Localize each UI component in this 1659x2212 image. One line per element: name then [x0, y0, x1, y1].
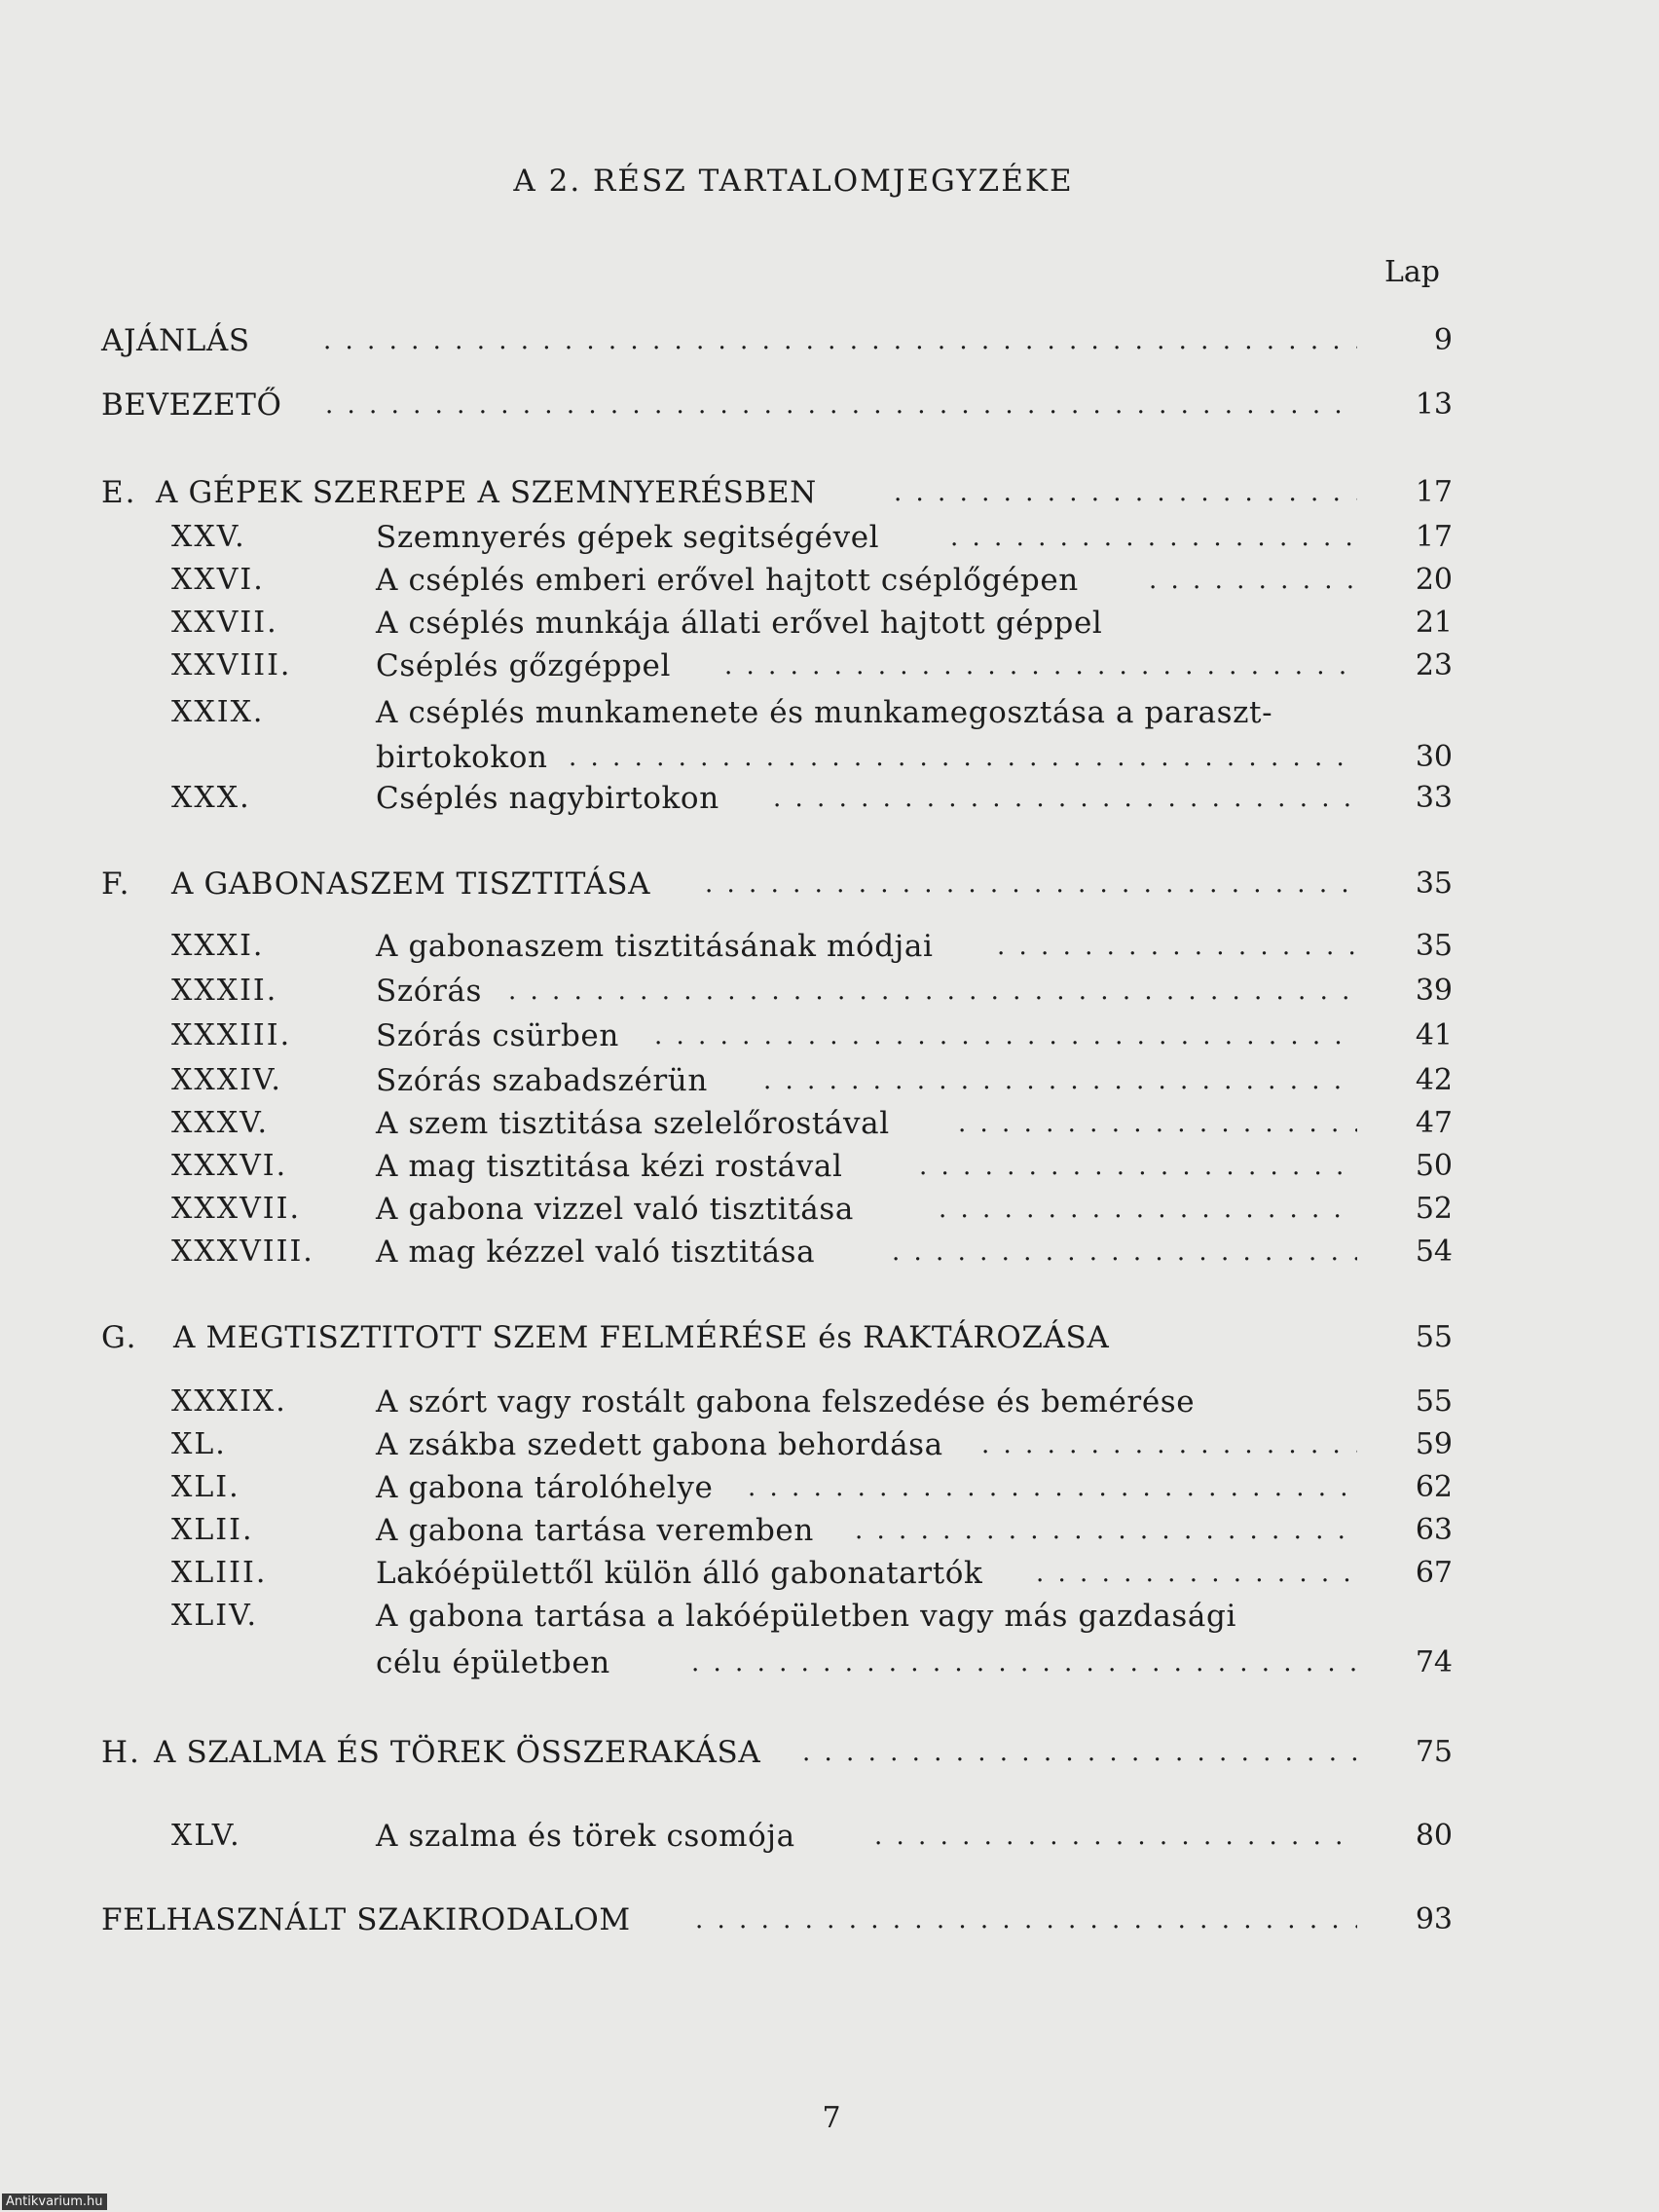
toc-entry-page: 21 [1415, 606, 1453, 640]
toc-entry-title: A cséplés munkamenete és munkamegosztása a paraszt- [376, 695, 1273, 730]
toc-entry-mark: XLIV. [171, 1599, 259, 1633]
page-title: A 2. RÉSZ TARTALOMJEGYZÉKE [513, 164, 1074, 199]
toc-entry-mark: XXXI. [171, 929, 265, 963]
toc-entry-page: 55 [1415, 1384, 1453, 1419]
toc-entry-title: Szórás [376, 974, 483, 1009]
toc-entry [0, 473, 1659, 512]
dot-leader [892, 1233, 1357, 1272]
dot-leader [1036, 1554, 1357, 1593]
toc-entry-title: Cséplés nagybirtokon [376, 781, 719, 816]
toc-entry-page: 33 [1415, 781, 1453, 815]
toc-entry-mark: XXVIII. [171, 648, 292, 682]
toc-entry-title: A gabona vizzel való tisztitása [376, 1192, 854, 1227]
toc-entry-page: 30 [1415, 740, 1453, 774]
toc-entry-page: 55 [1415, 1320, 1453, 1354]
toc-entry-mark: F. [101, 866, 131, 902]
toc-entry [0, 1597, 1659, 1636]
toc-entry-page: 74 [1415, 1645, 1453, 1679]
toc-entry-title: A gabona tartása veremben [376, 1513, 814, 1548]
watermark: Antikvarium.hu [2, 2194, 107, 2210]
toc-entry-title: Szemnyerés gépek segitségével [376, 520, 880, 555]
toc-entry-title: birtokokon [376, 740, 548, 775]
toc-entry [0, 1511, 1659, 1550]
toc-entry-page: 50 [1415, 1149, 1453, 1183]
toc-entry [0, 972, 1659, 1011]
dot-leader [894, 473, 1357, 512]
toc-entry-title: Szórás csürben [376, 1018, 619, 1053]
toc-entry-mark: XXX. [171, 781, 251, 815]
dot-leader [724, 646, 1357, 685]
toc-entry-mark: XLIII. [171, 1556, 268, 1590]
toc-entry-title: FELHASZNÁLT SZAKIRODALOM [101, 1902, 631, 1937]
toc-entry [0, 1554, 1659, 1593]
toc-entry [0, 321, 1659, 360]
page-number: 7 [822, 2101, 841, 2135]
dot-leader [325, 386, 1357, 424]
toc-entry-mark: G. [101, 1320, 138, 1355]
toc-entry [0, 561, 1659, 600]
toc-entry-mark: XXXVIII. [171, 1235, 314, 1269]
toc-entry-title: Szórás szabadszérün [376, 1063, 708, 1098]
toc-entry [0, 779, 1659, 818]
toc-entry-title: A zsákba szedett gabona behordása [376, 1427, 943, 1462]
toc-entry [0, 927, 1659, 966]
dot-leader [508, 972, 1357, 1011]
toc-entry [0, 386, 1659, 424]
dot-leader [874, 1817, 1357, 1856]
toc-entry-mark: XXVI. [171, 563, 265, 597]
toc-entry-page: 13 [1415, 387, 1453, 422]
toc-entry-page: 54 [1415, 1235, 1453, 1269]
toc-entry-title: A gabonaszem tisztitásának módjai [376, 929, 934, 964]
toc-entry-title: A GABONASZEM TISZTITÁSA [171, 866, 651, 902]
toc-entry-page: 52 [1415, 1192, 1453, 1226]
toc-entry-mark: XXXVII. [171, 1192, 301, 1226]
dot-leader [981, 1425, 1357, 1464]
toc-entry-page: 93 [1415, 1902, 1453, 1936]
toc-entry-page: 75 [1415, 1735, 1453, 1769]
toc-entry-page: 35 [1415, 929, 1453, 963]
toc-entry [0, 1190, 1659, 1229]
toc-entry [0, 604, 1659, 643]
toc-entry-mark: XXXIII. [171, 1018, 292, 1052]
toc-entry-title: Lakóépülettől külön álló gabonatartók [376, 1556, 983, 1591]
toc-entry [0, 1147, 1659, 1186]
toc-entry [0, 1817, 1659, 1856]
toc-entry [0, 1233, 1659, 1272]
dot-leader [323, 321, 1357, 360]
toc-entry-title: AJÁNLÁS [101, 323, 250, 358]
toc-entry [0, 1016, 1659, 1055]
toc-entry-mark: E. [101, 475, 137, 510]
toc-entry-mark: XXV. [171, 520, 246, 554]
toc-entry-title: A MEGTISZTITOTT SZEM FELMÉRÉSE és RAKTÁROZÁSA [173, 1320, 1110, 1355]
toc-entry [0, 1643, 1659, 1682]
toc-entry [0, 1061, 1659, 1100]
dot-leader [695, 1900, 1357, 1939]
toc-entry-page: 42 [1415, 1063, 1453, 1097]
toc-entry-title: A szalma és törek csomója [376, 1819, 795, 1854]
toc-entry-title: A gabona tárolóhelye [376, 1470, 714, 1505]
toc-entry-page: 20 [1415, 563, 1453, 597]
dot-leader [705, 865, 1357, 903]
toc-entry-page: 80 [1415, 1819, 1453, 1853]
dot-leader [654, 1016, 1357, 1055]
toc-entry-mark: XXVII. [171, 606, 278, 640]
dot-leader [939, 1190, 1357, 1229]
dot-leader [773, 779, 1357, 818]
toc-entry-title: A mag kézzel való tisztitása [376, 1235, 816, 1270]
toc-entry-title: A gabona tartása a lakóépületben vagy más gazdasági [376, 1599, 1236, 1634]
toc-entry-mark: XXXV. [171, 1106, 270, 1140]
toc-entry-mark: XLII. [171, 1513, 254, 1547]
toc-entry [0, 646, 1659, 685]
toc-entry [0, 518, 1659, 557]
toc-entry-title: A GÉPEK SZEREPE A SZEMNYERÉSBEN [156, 475, 817, 510]
dot-leader [748, 1468, 1357, 1507]
toc-entry-page: 63 [1415, 1513, 1453, 1547]
toc-entry-page: 17 [1415, 520, 1453, 554]
dot-leader [855, 1511, 1357, 1550]
toc-entry-title: A SZALMA ÉS TÖREK ÖSSZERAKÁSA [154, 1735, 761, 1770]
dot-leader [958, 1104, 1357, 1143]
toc-entry [0, 1318, 1659, 1357]
toc-entry-page: 47 [1415, 1106, 1453, 1140]
toc-entry-page: 39 [1415, 974, 1453, 1008]
toc-entry-mark: XLV. [171, 1819, 241, 1853]
toc-entry-mark: XLI. [171, 1470, 240, 1504]
toc-entry-mark: XXXIV. [171, 1063, 282, 1097]
toc-entry [0, 865, 1659, 903]
dot-leader [691, 1643, 1357, 1682]
toc-entry-title: A cséplés munkája állati erővel hajtott géppel [376, 606, 1103, 641]
toc-entry [0, 1382, 1659, 1421]
toc-entry-mark: XXXIX. [171, 1384, 287, 1419]
toc-entry-page: 62 [1415, 1470, 1453, 1504]
toc-entry-page: 17 [1415, 475, 1453, 509]
toc-entry [0, 693, 1659, 732]
page-column-header: Lap [1384, 255, 1441, 289]
toc-entry-page: 67 [1415, 1556, 1453, 1590]
toc-entry-title: A szem tisztitása szelelőrostával [376, 1106, 890, 1141]
toc-entry-mark: XL. [171, 1427, 227, 1461]
toc-entry [0, 738, 1659, 777]
dot-leader [997, 927, 1357, 966]
toc-entry [0, 1425, 1659, 1464]
toc-entry-page: 41 [1415, 1018, 1453, 1052]
toc-entry-title: A mag tisztitása kézi rostával [376, 1149, 843, 1184]
toc-entry [0, 1104, 1659, 1143]
dot-leader [569, 738, 1357, 777]
dot-leader [950, 518, 1357, 557]
toc-entry-title: BEVEZETŐ [101, 387, 282, 423]
dot-leader [1149, 561, 1357, 600]
toc-entry-page: 9 [1433, 323, 1453, 357]
toc-entry-mark: H. [101, 1735, 141, 1770]
toc-entry-mark: XXXVI. [171, 1149, 288, 1183]
toc-entry [0, 1900, 1659, 1939]
toc-entry-title: A szórt vagy rostált gabona felszedése és bemérése [376, 1384, 1196, 1419]
toc-entry-title: A cséplés emberi erővel hajtott cséplőgépen [376, 563, 1079, 598]
toc-entry-title: Cséplés gőzgéppel [376, 648, 672, 683]
toc-entry-title: célu épületben [376, 1645, 610, 1680]
toc-entry-page: 35 [1415, 866, 1453, 901]
dot-leader [802, 1733, 1357, 1772]
dot-leader [763, 1061, 1357, 1100]
toc-entry-page: 59 [1415, 1427, 1453, 1461]
toc-entry [0, 1733, 1659, 1772]
dot-leader [919, 1147, 1357, 1186]
toc-entry [0, 1468, 1659, 1507]
toc-entry-mark: XXXII. [171, 974, 278, 1008]
toc-entry-page: 23 [1415, 648, 1453, 682]
toc-entry-mark: XXIX. [171, 695, 265, 729]
